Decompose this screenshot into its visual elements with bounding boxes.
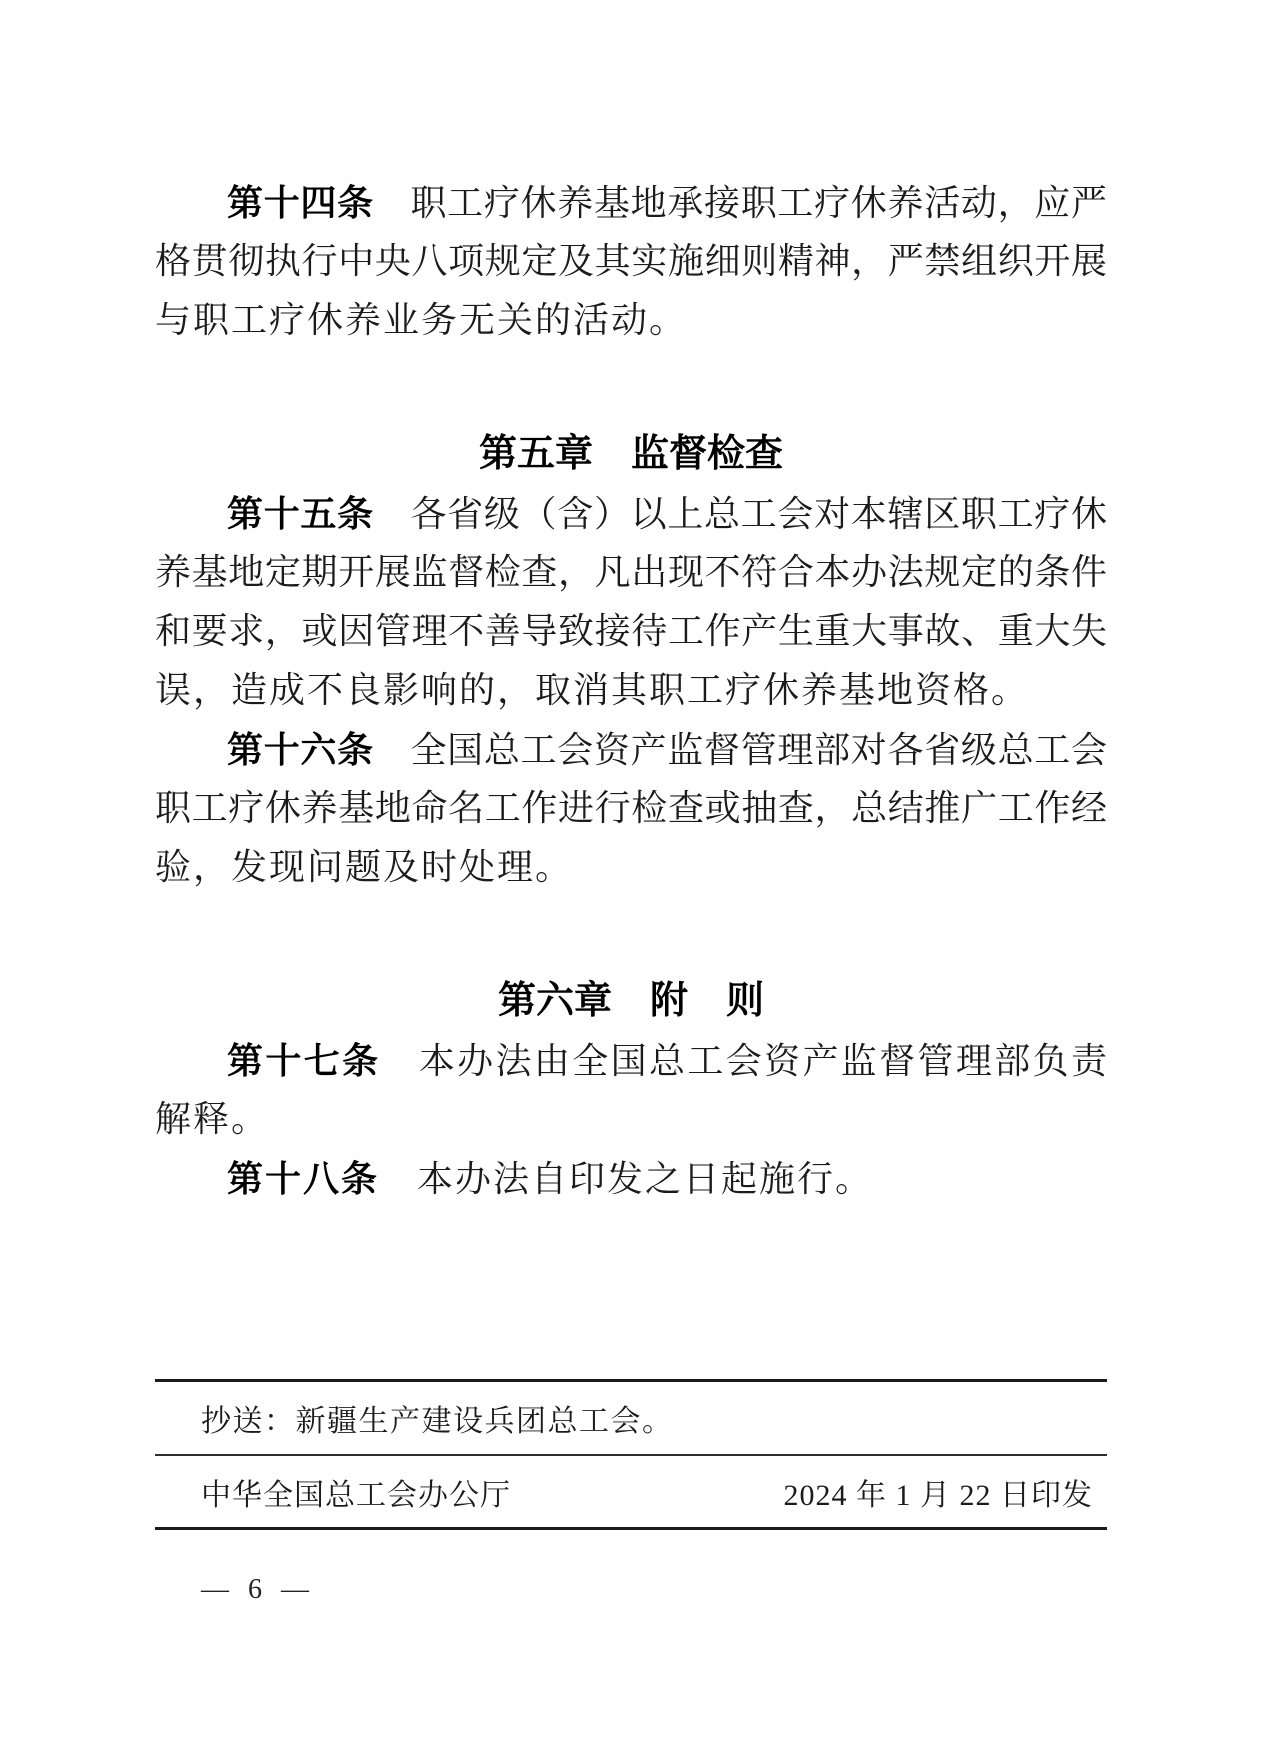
cc-row	[155, 1382, 1107, 1454]
article-16-line-1	[155, 720, 1107, 779]
article-17-paragraph	[155, 1031, 1107, 1149]
article-15-paragraph	[155, 484, 1107, 720]
article-14-line-3: 与职工疗休养业务无关的活动。	[155, 300, 688, 340]
article-16-paragraph	[155, 720, 1107, 897]
article-14-line-1-text: 职工疗休养基地承接职工疗休养活动，应严	[373, 183, 1107, 223]
article-14-label: 第十四条	[227, 182, 374, 223]
article-15-line-1-text: 各省级（含）以上总工会对本辖区职工疗休	[373, 494, 1107, 534]
chapter-5-heading: 第五章 监督检查	[478, 433, 783, 475]
article-15-line-1	[155, 484, 1107, 543]
article-17-line-2: 解释。	[155, 1099, 270, 1139]
article-17-line-1	[155, 1031, 1107, 1090]
article-15-line-3: 和要求，或因管理不善导致接待工作产生重大事故、重大失	[155, 611, 1107, 651]
article-18-label: 第十八条	[227, 1158, 380, 1199]
article-15-line-4: 误，造成不良影响的，取消其职工疗休养基地资格。	[155, 670, 1030, 710]
article-16-line-1-text: 全国总工会资产监督管理部对各省级总工会	[373, 730, 1107, 770]
article-14-paragraph	[155, 173, 1107, 350]
article-18-line-1	[155, 1149, 1107, 1208]
article-16-line-2: 职工疗休养基地命名工作进行检查或抽查，总结推广工作经	[155, 788, 1107, 828]
article-18-line-1-text: 本办法自印发之日起施行。	[379, 1159, 874, 1199]
issuer-row	[155, 1456, 1107, 1527]
issuer-name: 中华全国总工会办公厅	[201, 1478, 511, 1512]
article-17-label: 第十七条	[227, 1040, 381, 1081]
article-17-line-1-text: 本办法由全国总工会资产监督管理部负责	[380, 1041, 1107, 1081]
print-date: 2024 年 1 月 22 日印发	[783, 1478, 1093, 1512]
page-number: — 6 —	[201, 1574, 309, 1605]
document-footer	[155, 1379, 1107, 1530]
footer-divider-bottom	[155, 1527, 1107, 1530]
article-16-label: 第十六条	[227, 729, 374, 770]
cc-line: 抄送：新疆生产建设兵团总工会。	[201, 1405, 674, 1438]
article-18-paragraph	[155, 1149, 1107, 1208]
chapter-6-heading: 第六章 附 则	[497, 980, 764, 1022]
document-body	[155, 173, 1107, 1208]
article-16-line-3: 验，发现问题及时处理。	[155, 847, 574, 887]
article-15-label: 第十五条	[227, 493, 374, 534]
article-15-line-2: 养基地定期开展监督检查，凡出现不符合本办法规定的条件	[155, 552, 1107, 592]
article-14-line-2: 格贯彻执行中央八项规定及其实施细则精神，严禁组织开展	[155, 241, 1107, 281]
article-14-line-1	[155, 173, 1107, 232]
